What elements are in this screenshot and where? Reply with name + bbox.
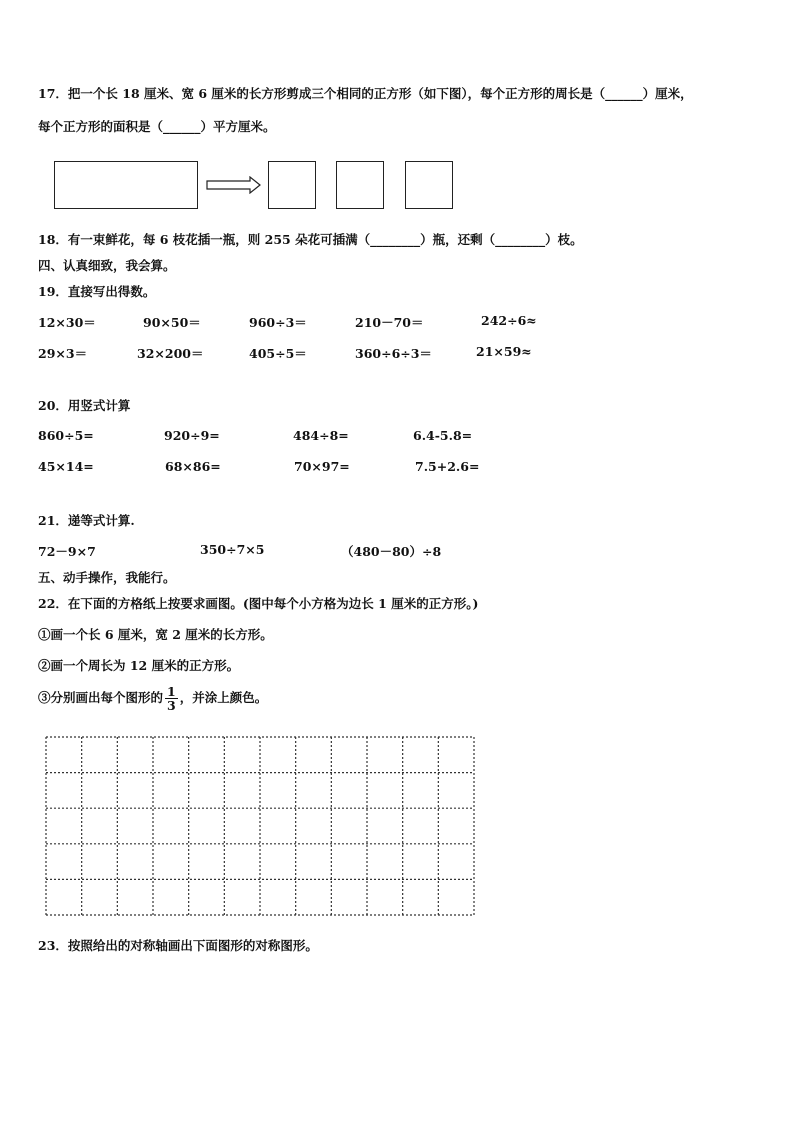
q19-r1-c4: 210－70＝ [355, 315, 424, 330]
q20-r1-c2: 920÷9= [164, 428, 220, 443]
q20-r1-c3: 484÷8= [293, 428, 349, 443]
q19-r1-c2: 90×50＝ [143, 315, 201, 330]
q18-text: 18．有一束鲜花，每 6 枝花插一瓶，则 255 朵花可插满（________）瓶，还剩（________）枝。 [38, 232, 583, 247]
section-4-heading: 四、认真细致，我会算。 [38, 258, 176, 273]
q20-r2-c1: 45×14= [38, 459, 94, 474]
q20-r2-c4: 7.5+2.6= [415, 459, 480, 474]
fraction-denominator: 3 [167, 698, 176, 713]
q17-square-1 [268, 161, 316, 209]
one-third-fraction [165, 685, 178, 712]
q22-title: 22．在下面的方格纸上按要求画图。(图中每个小方格为边长 1 厘米的正方形。) [38, 596, 479, 611]
q20-title: 20．用竖式计算 [38, 398, 131, 413]
q19-title: 19．直接写出得数。 [38, 284, 156, 299]
q19-r2-c4: 360÷6÷3＝ [355, 346, 432, 361]
q21-title: 21．递等式计算. [38, 513, 135, 528]
q20-r2-c2: 68×86= [165, 459, 221, 474]
q22-item-1: ①画一个长 6 厘米，宽 2 厘米的长方形。 [38, 627, 273, 642]
q20-r1-c1: 860÷5= [38, 428, 94, 443]
fraction-numerator: 1 [167, 684, 176, 699]
q19-r1-c5: 242÷6≈ [481, 313, 537, 328]
q19-r2-c2: 32×200＝ [137, 346, 204, 361]
q21-item-3: （480－80）÷8 [341, 544, 442, 559]
q17-arrow-icon [206, 176, 262, 194]
q21-item-2: 350÷7×5 [200, 542, 265, 557]
q17-line1: 17．把一个长 18 厘米、宽 6 厘米的长方形剪成三个相同的正方形（如下图），每个正方形的周长是（______）厘米， [38, 86, 693, 101]
q17-rectangle [54, 161, 198, 209]
q20-r2-c3: 70×97= [294, 459, 350, 474]
q20-r1-c4: 6.4-5.8= [413, 428, 473, 443]
q19-r2-c5: 21×59≈ [476, 344, 532, 359]
q17-square-3 [405, 161, 453, 209]
dotted-grid-paper[interactable] [44, 735, 476, 917]
q23-text: 23．按照给出的对称轴画出下面图形的对称图形。 [38, 938, 318, 953]
q21-item-1: 72－9×7 [38, 544, 96, 559]
q19-r1-c1: 12×30＝ [38, 315, 96, 330]
q22-item-2: ②画一个周长为 12 厘米的正方形。 [38, 658, 240, 673]
q19-r1-c3: 960÷3＝ [249, 315, 307, 330]
q22-item-3-suffix: ，并涂上颜色。 [179, 690, 268, 705]
q22-item-3-prefix: ③分别画出每个图形的 [38, 690, 164, 705]
q19-r2-c1: 29×3＝ [38, 346, 88, 361]
q19-r2-c3: 405÷5＝ [249, 346, 307, 361]
q17-line2: 每个正方形的面积是（______）平方厘米。 [38, 119, 276, 134]
q22-item-3 [38, 685, 267, 712]
q17-square-2 [336, 161, 384, 209]
section-5-heading: 五、动手操作，我能行。 [38, 570, 176, 585]
